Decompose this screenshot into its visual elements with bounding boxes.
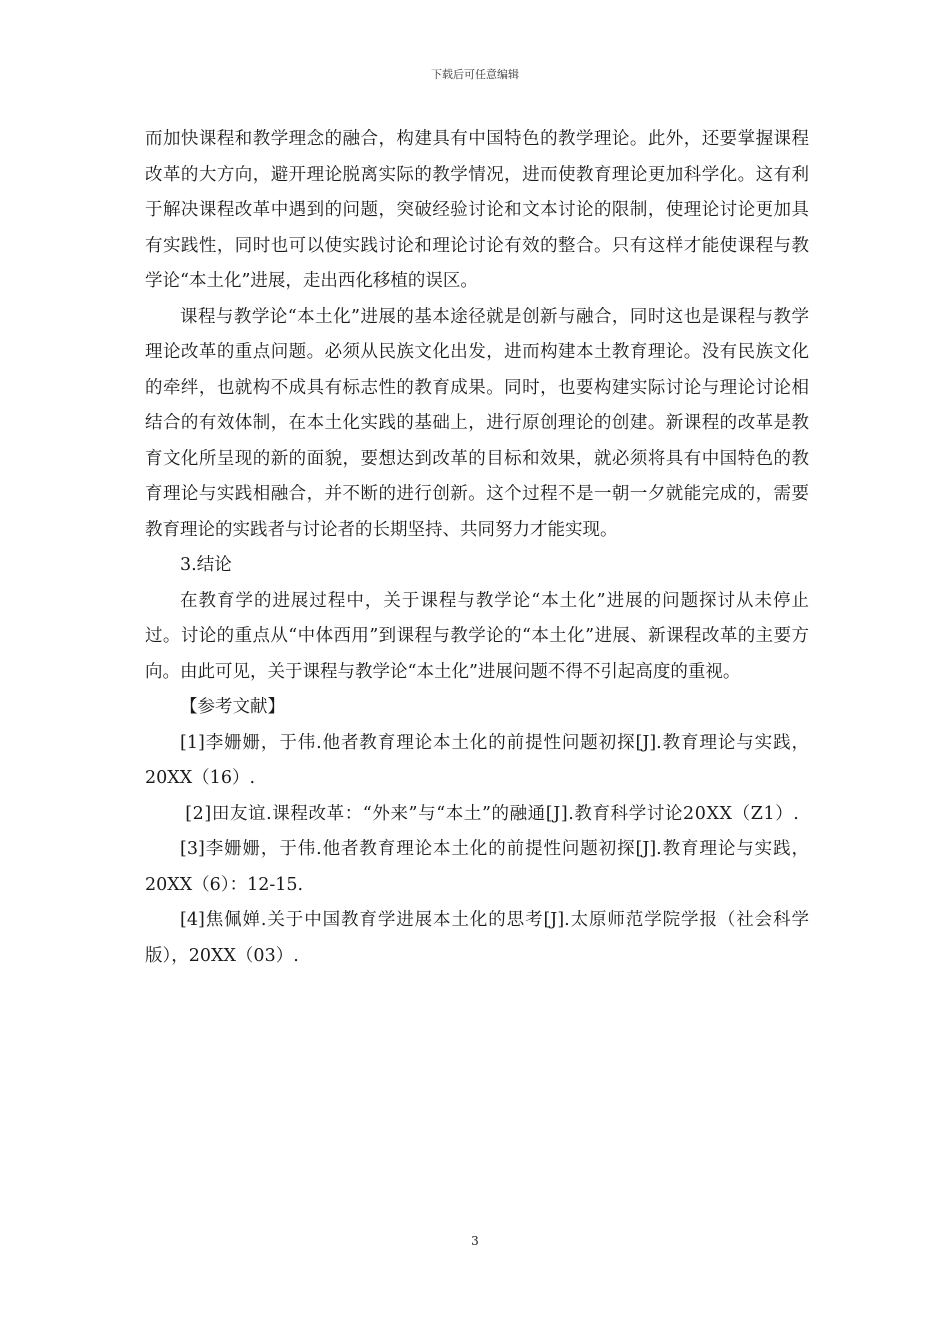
- page-number: 3: [471, 1234, 479, 1248]
- reference-item-3: [3]李姗姗，于伟.他者教育理论本土化的前提性问题初探[J].教育理论与实践，20XX（6）：12-15.: [145, 839, 809, 895]
- header-note: 下载后可任意编辑: [431, 68, 519, 81]
- section-heading-conclusion: 3.结论: [180, 555, 232, 575]
- reference-item-2: [2]田友谊.课程改革：“外来”与“本土”的融通[J].教育科学讨论20XX（Z1）.: [185, 803, 800, 824]
- reference-item-1: [1]李姗姗，于伟.他者教育理论本土化的前提性问题初探[J].教育理论与实践，20XX（16）.: [145, 732, 809, 788]
- document-body: [145, 122, 809, 974]
- reference-item-4: [4]焦佩婵.关于中国教育学进展本土化的思考[J].太原师范学院学报（社会科学版），20XX（03）.: [145, 910, 809, 966]
- paragraph-2: 课程与教学论“本土化”进展的基本途径就是创新与融合，同时这也是课程与教学理论改革的重点问题。必须从民族文化出发，进而构建本土教育理论。没有民族文化的牵绊，也就构不成具有标志性的教育成果。同时，也要构建实际讨论与理论讨论相结合的有效体制，在本土化实践的基础上，进行原创理论的创建。新课程的改革是教育文化所呈现的新的面貌，要想达到改革的目标和效果，就必须将具有中国特色的教育理论与实践相融合，并不断的进行创新。这个过程不是一朝一夕就能完成的，需要教育理论的实践者与讨论者的长期坚持、共同努力才能实现。: [145, 306, 809, 540]
- references-heading: 【参考文献】: [180, 697, 285, 717]
- paragraph-1: 而加快课程和教学理念的融合，构建具有中国特色的教学理论。此外，还要掌握课程改革的大方向，避开理论脱离实际的教学情况，进而使教育理论更加科学化。这有利于解决课程改革中遇到的问题，突破经验讨论和文本讨论的限制，使理论讨论更加具有实践性，同时也可以使实践讨论和理论讨论有效的整合。只有这样才能使课程与教学论“本土化”进展，走出西化移植的误区。: [145, 129, 809, 291]
- paragraph-3: 在教育学的进展过程中，关于课程与教学论“本土化”进展的问题探讨从未停止过。讨论的重点从“中体西用”到课程与教学论的“本土化”进展、新课程改革的主要方向。由此可见，关于课程与教学论“本土化”进展问题不得不引起高度的重视。: [145, 590, 809, 682]
